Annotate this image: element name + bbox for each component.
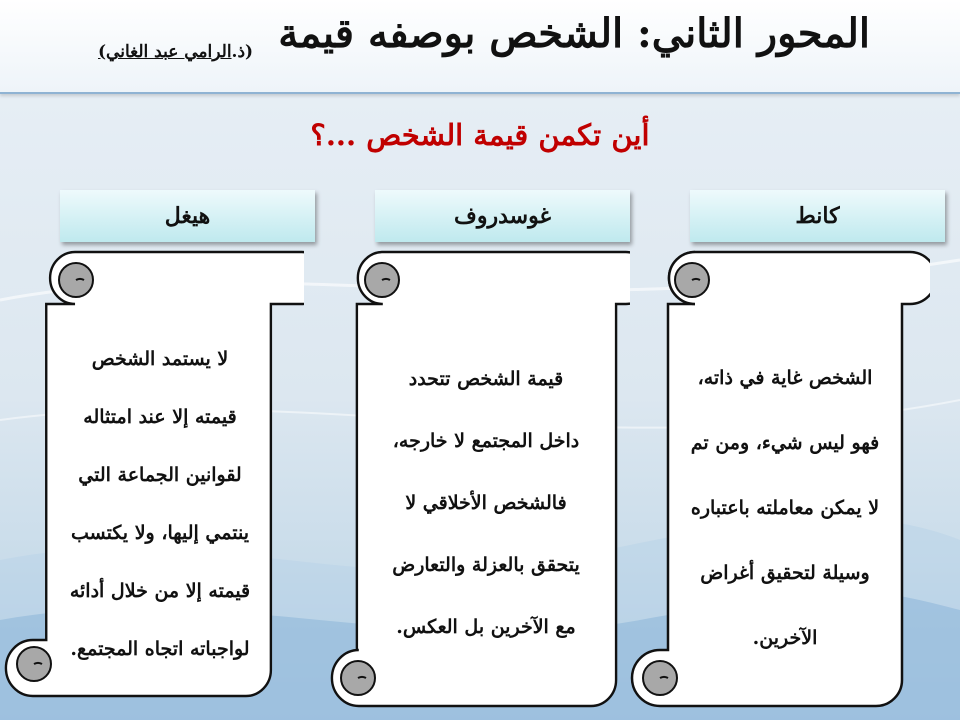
- author-prefix: (ذ.: [231, 42, 254, 62]
- text-line: لقوانين الجماعة التي: [78, 464, 242, 486]
- scroll-kant-text: [672, 346, 898, 671]
- text-line: قيمة الشخص تتحدد: [408, 368, 564, 390]
- text-line: لواجباته اتجاه المجتمع.: [70, 638, 250, 660]
- text-line: ينتمي إليها، ولا يكتسب: [70, 522, 250, 544]
- text-line: لا يستمد الشخص: [91, 348, 229, 370]
- text-line: مع الآخرين بل العكس.: [396, 616, 576, 638]
- text-line: لا يمكن معاملته باعتباره: [690, 497, 880, 519]
- scroll-gusdorf-text: [360, 348, 612, 658]
- scroll-kant: [630, 250, 930, 708]
- author-credit: [98, 42, 253, 62]
- text-line: وسيلة لتحقيق أغراض: [700, 562, 870, 584]
- tab-gusdorf: غوسدروف: [375, 190, 630, 242]
- tab-kant: كانط: [690, 190, 945, 242]
- text-line: قيمته إلا عند امتثاله: [83, 406, 237, 428]
- text-line: فالشخص الأخلاقي لا: [405, 492, 567, 514]
- scroll-hegel: [4, 250, 304, 708]
- text-line: قيمته إلا من خلال أدائه: [69, 580, 251, 602]
- question-heading: أين تكمن قيمة الشخص ...؟: [310, 118, 650, 152]
- scroll-gusdorf: [330, 250, 630, 708]
- slide-header: [0, 0, 960, 94]
- scroll-hegel-text: [50, 330, 270, 678]
- text-line: داخل المجتمع لا خارجه،: [392, 430, 580, 452]
- text-line: الشخص غاية في ذاته،: [697, 367, 873, 389]
- text-line: يتحقق بالعزلة والتعارض: [392, 554, 580, 576]
- author-name: الرامي عبد الغاني): [98, 42, 232, 62]
- text-line: الآخرين.: [752, 627, 818, 649]
- slide-title: المحور الثاني: الشخص بوصفه قيمة: [278, 10, 870, 57]
- text-line: فهو ليس شيء، ومن تم: [690, 432, 880, 454]
- tab-hegel: هيغل: [60, 190, 315, 242]
